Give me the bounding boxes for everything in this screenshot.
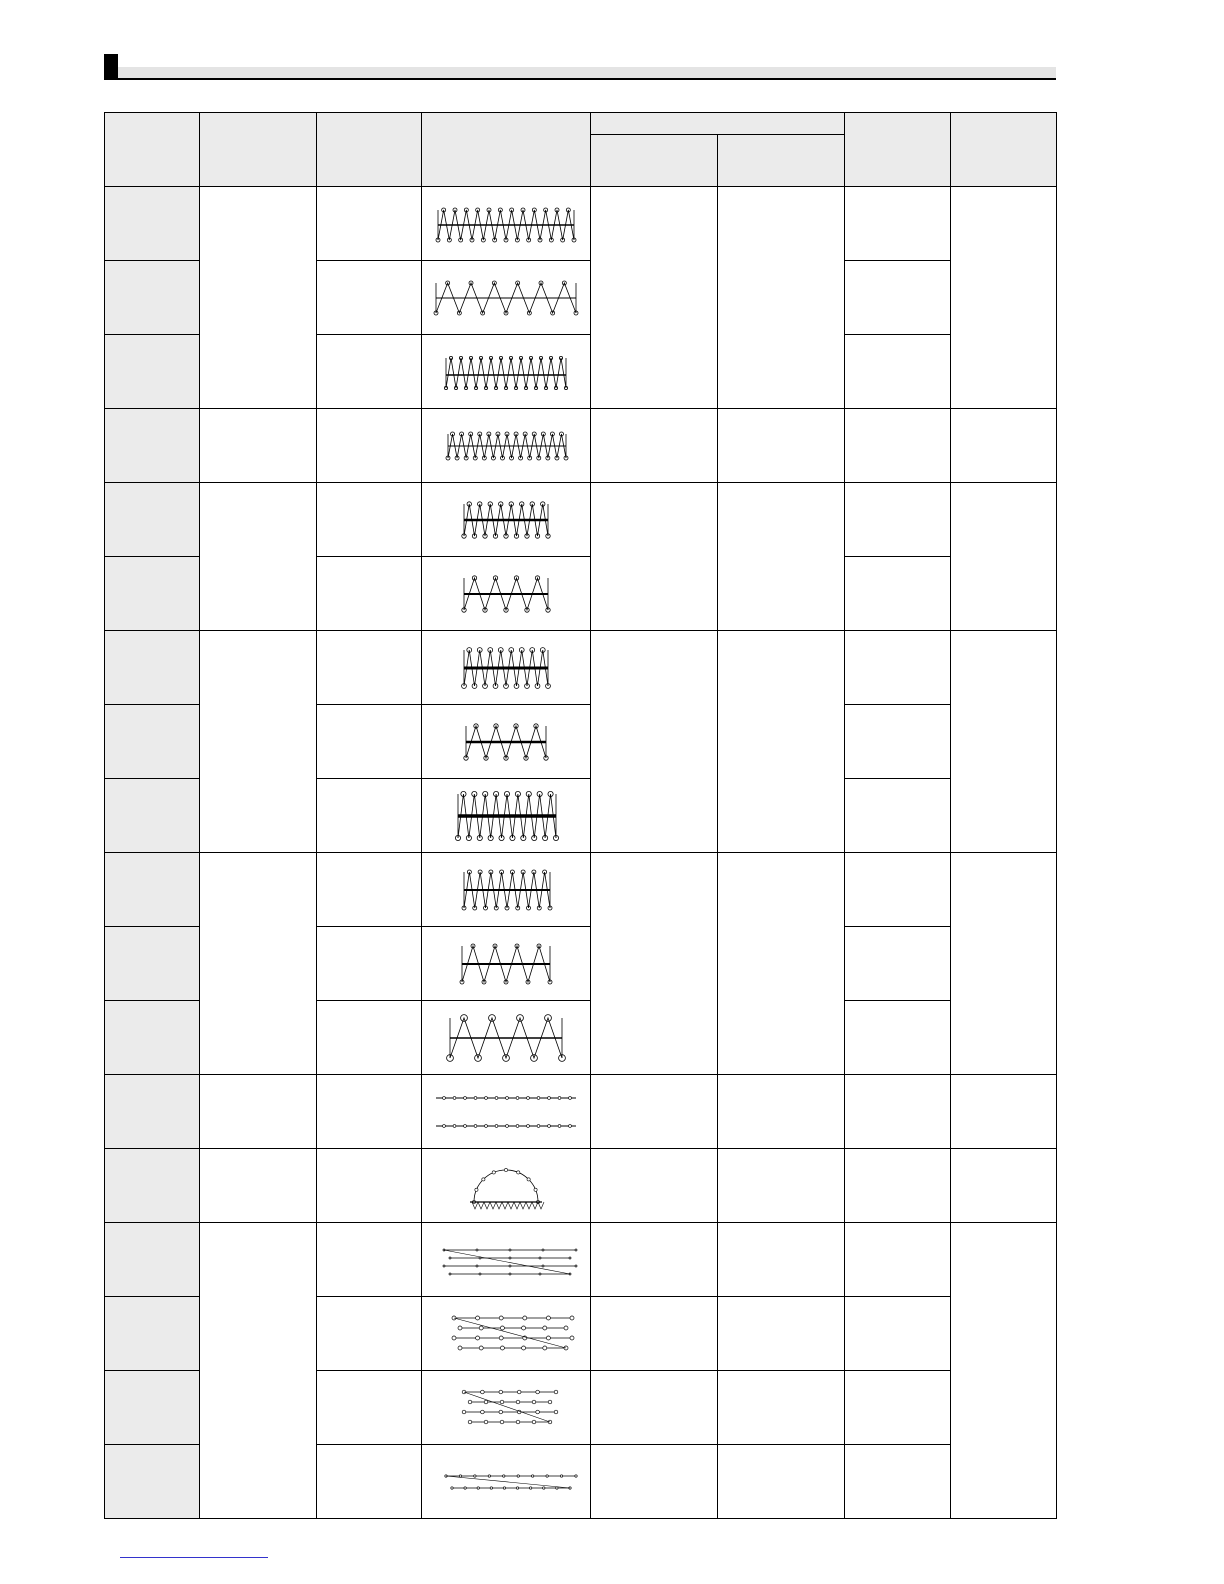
number-cell (105, 1149, 200, 1223)
row-point (548, 1124, 551, 1127)
name-cell (317, 1371, 422, 1445)
name-cell (317, 705, 422, 779)
row-point (539, 1273, 541, 1275)
tooth (514, 1202, 520, 1209)
spec-cell-a (591, 1371, 718, 1445)
name-cell (317, 1001, 422, 1075)
row-point (537, 1124, 540, 1127)
header-cell-6 (718, 135, 845, 187)
spec-cell-b (718, 631, 845, 853)
number-cell (105, 187, 200, 261)
row-point (532, 1400, 536, 1404)
value-cell (845, 1075, 951, 1149)
group-cell (200, 853, 317, 1075)
arc-point (482, 1177, 485, 1180)
value-cell (845, 631, 951, 705)
value-cell (845, 779, 951, 853)
row-point (575, 1265, 577, 1267)
row-point (503, 1474, 505, 1476)
spec-cell-b (718, 1149, 845, 1223)
row-point (529, 1486, 531, 1488)
value-cell (845, 1223, 951, 1297)
row-point (554, 1390, 558, 1394)
row-point (523, 1316, 527, 1320)
header-cell-4 (422, 113, 591, 187)
pattern-cell (422, 1297, 591, 1371)
name-cell (317, 1075, 422, 1149)
group-cell (200, 1223, 317, 1519)
spec-cell-a (591, 409, 718, 483)
diagonal-line (464, 1392, 550, 1422)
row-point (458, 1326, 462, 1330)
row-point (495, 1096, 498, 1099)
row-point (499, 1390, 503, 1394)
row-point (453, 1124, 456, 1127)
tooth (508, 1202, 514, 1209)
number-cell (105, 483, 200, 557)
pattern-cell (422, 483, 591, 557)
row-point (509, 1273, 511, 1275)
spec-cell-b (718, 1075, 845, 1149)
row-point (546, 1474, 548, 1476)
row-point (575, 1474, 577, 1476)
section-marker (104, 54, 118, 80)
stitch-path (446, 358, 566, 388)
row-point (558, 1124, 561, 1127)
pattern-cell (422, 631, 591, 705)
pattern-diagram (426, 934, 586, 994)
spec-cell-b (718, 853, 845, 1075)
row-point (468, 1420, 472, 1424)
row-point (548, 1400, 552, 1404)
pattern-cell (422, 187, 591, 261)
row-point (560, 1474, 562, 1476)
pattern-cell (422, 705, 591, 779)
row-point (443, 1265, 445, 1267)
row-point (452, 1336, 456, 1340)
arc-point (534, 1188, 537, 1191)
pattern-diagram (426, 342, 586, 402)
pattern-cell (422, 1075, 591, 1149)
row-point (477, 1486, 479, 1488)
row-point (516, 1486, 518, 1488)
row-point (516, 1400, 520, 1404)
header-cell-7 (845, 113, 951, 187)
row-point (484, 1420, 488, 1424)
header-cell-5 (591, 135, 718, 187)
row-point (499, 1316, 503, 1320)
spec-cell-b (718, 1371, 845, 1445)
pattern-diagram (426, 638, 586, 698)
row-point (500, 1326, 504, 1330)
arc-point (527, 1177, 530, 1180)
spec-cell-a (591, 631, 718, 853)
row-point (449, 1257, 451, 1259)
number-cell (105, 335, 200, 409)
value-cell (845, 1297, 951, 1371)
row-point (484, 1400, 488, 1404)
name-cell (317, 187, 422, 261)
note-cell (951, 631, 1057, 853)
spec-cell-b (718, 1223, 845, 1297)
name-cell (317, 853, 422, 927)
row-point (516, 1420, 520, 1424)
pattern-diagram (426, 1008, 586, 1068)
pattern-diagram (426, 1156, 586, 1216)
name-cell (317, 1297, 422, 1371)
row-point (554, 1410, 558, 1414)
number-cell (105, 779, 200, 853)
pattern-diagram (426, 1378, 586, 1438)
row-point (546, 1316, 550, 1320)
row-point (527, 1124, 530, 1127)
pattern-cell (422, 853, 591, 927)
value-cell (845, 705, 951, 779)
note-cell (951, 853, 1057, 1075)
note-cell (951, 1149, 1057, 1223)
arc-point (517, 1170, 520, 1173)
note-cell (951, 483, 1057, 631)
row-point (522, 1326, 526, 1330)
row-point (451, 1486, 453, 1488)
row-point (536, 1390, 540, 1394)
arc-point (492, 1170, 495, 1173)
pattern-table (104, 112, 1057, 1519)
pattern-cell (422, 261, 591, 335)
value-cell (845, 335, 951, 409)
section-header-bar (104, 54, 1056, 82)
name-cell (317, 927, 422, 1001)
group-cell (200, 187, 317, 409)
row-point (449, 1273, 451, 1275)
group-cell (200, 409, 317, 483)
number-cell (105, 1371, 200, 1445)
tooth (496, 1202, 502, 1209)
row-point (546, 1336, 550, 1340)
value-cell (845, 1149, 951, 1223)
header-cell-3 (317, 113, 422, 187)
pattern-cell (422, 1371, 591, 1445)
number-cell (105, 1075, 200, 1149)
diagonal-line (446, 1476, 570, 1488)
note-cell (951, 187, 1057, 409)
group-cell (200, 631, 317, 853)
arc (474, 1170, 538, 1202)
pattern-cell (422, 1223, 591, 1297)
pattern-cell (422, 557, 591, 631)
row-point (509, 1257, 511, 1259)
spec-cell-a (591, 853, 718, 1075)
diagonal-line (454, 1318, 566, 1348)
row-point (537, 1096, 540, 1099)
row-point (564, 1326, 568, 1330)
value-cell (845, 1371, 951, 1445)
pattern-cell (422, 1445, 591, 1519)
name-cell (317, 261, 422, 335)
row-point (476, 1336, 480, 1340)
row-point (569, 1096, 572, 1099)
header-rule (118, 78, 1056, 80)
row-point (542, 1249, 544, 1251)
row-point (481, 1390, 485, 1394)
group-cell (200, 1149, 317, 1223)
value-cell (845, 557, 951, 631)
value-cell (845, 261, 951, 335)
row-point (479, 1326, 483, 1330)
row-point (570, 1316, 574, 1320)
row-point (474, 1124, 477, 1127)
row-point (481, 1410, 485, 1414)
name-cell (317, 1149, 422, 1223)
row-point (443, 1124, 446, 1127)
spec-cell-a (591, 1075, 718, 1149)
number-cell (105, 853, 200, 927)
tooth (502, 1202, 508, 1209)
number-cell (105, 631, 200, 705)
group-cell (200, 483, 317, 631)
row-point (464, 1486, 466, 1488)
spec-cell-a (591, 483, 718, 631)
row-point (569, 1124, 572, 1127)
row-point (536, 1410, 540, 1414)
row-point (500, 1420, 504, 1424)
number-cell (105, 557, 200, 631)
row-point (495, 1124, 498, 1127)
row-point (543, 1326, 547, 1330)
pattern-diagram (426, 1082, 586, 1142)
spec-cell-b (718, 409, 845, 483)
value-cell (845, 409, 951, 483)
row-point (516, 1124, 519, 1127)
spec-cell-a (591, 1223, 718, 1297)
header-cell-group (591, 113, 845, 135)
row-point (476, 1265, 478, 1267)
row-point (506, 1124, 509, 1127)
diagonal-line (444, 1250, 570, 1274)
arc-point (475, 1188, 478, 1191)
note-cell (951, 1223, 1057, 1519)
pattern-cell (422, 1001, 591, 1075)
row-point (509, 1265, 511, 1267)
pattern-diagram (426, 564, 586, 624)
value-cell (845, 187, 951, 261)
number-cell (105, 1223, 200, 1297)
pattern-cell (422, 779, 591, 853)
pattern-diagram (426, 786, 586, 846)
spec-cell-a (591, 1297, 718, 1371)
tooth (520, 1202, 526, 1209)
row-point (539, 1257, 541, 1259)
tooth (526, 1202, 532, 1209)
tooth (484, 1202, 490, 1209)
pattern-cell (422, 409, 591, 483)
row-point (531, 1474, 533, 1476)
row-point (575, 1249, 577, 1251)
tooth (478, 1202, 484, 1209)
row-point (453, 1096, 456, 1099)
number-cell (105, 1445, 200, 1519)
row-point (500, 1346, 504, 1350)
name-cell (317, 409, 422, 483)
row-point (499, 1410, 503, 1414)
spec-cell-b (718, 187, 845, 409)
value-cell (845, 927, 951, 1001)
row-point (474, 1474, 476, 1476)
row-point (462, 1410, 466, 1414)
header-cell-8 (951, 113, 1057, 187)
number-cell (105, 409, 200, 483)
name-cell (317, 631, 422, 705)
row-point (543, 1486, 545, 1488)
name-cell (317, 1445, 422, 1519)
row-point (479, 1257, 481, 1259)
row-point (569, 1257, 571, 1259)
row-point (517, 1474, 519, 1476)
pattern-diagram (426, 490, 586, 550)
row-point (522, 1346, 526, 1350)
row-point (476, 1316, 480, 1320)
pattern-diagram (426, 1230, 586, 1290)
row-point (542, 1265, 544, 1267)
row-point (464, 1096, 467, 1099)
row-point (503, 1486, 505, 1488)
number-cell (105, 1001, 200, 1075)
value-cell (845, 853, 951, 927)
arc-point (504, 1168, 507, 1171)
pattern-diagram (426, 860, 586, 920)
spec-cell-b (718, 1445, 845, 1519)
value-cell (845, 1001, 951, 1075)
row-point (485, 1096, 488, 1099)
row-point (532, 1420, 536, 1424)
row-point (527, 1096, 530, 1099)
row-point (479, 1273, 481, 1275)
row-point (490, 1486, 492, 1488)
header-band (118, 67, 1056, 78)
row-point (468, 1400, 472, 1404)
row-point (570, 1336, 574, 1340)
footer-link-underline[interactable] (120, 1557, 268, 1558)
value-cell (845, 483, 951, 557)
group-cell (200, 1075, 317, 1149)
tooth (490, 1202, 496, 1209)
header-cell-1 (105, 113, 200, 187)
row-point (543, 1346, 547, 1350)
number-cell (105, 705, 200, 779)
pattern-diagram (426, 268, 586, 328)
row-point (500, 1400, 504, 1404)
pattern-cell (422, 927, 591, 1001)
number-cell (105, 261, 200, 335)
note-cell (951, 409, 1057, 483)
spec-cell-b (718, 483, 845, 631)
pattern-diagram (426, 1304, 586, 1364)
row-point (459, 1474, 461, 1476)
row-point (509, 1249, 511, 1251)
pattern-cell (422, 335, 591, 409)
name-cell (317, 335, 422, 409)
row-point (556, 1486, 558, 1488)
row-point (516, 1096, 519, 1099)
pattern-diagram (426, 416, 586, 476)
row-point (443, 1096, 446, 1099)
row-point (458, 1346, 462, 1350)
row-point (506, 1096, 509, 1099)
pattern-diagram (426, 194, 586, 254)
row-point (479, 1346, 483, 1350)
spec-cell-a (591, 1149, 718, 1223)
row-point (558, 1096, 561, 1099)
spec-cell-b (718, 1297, 845, 1371)
name-cell (317, 1223, 422, 1297)
header-cell-2 (200, 113, 317, 187)
name-cell (317, 779, 422, 853)
note-cell (951, 1075, 1057, 1149)
row-point (476, 1249, 478, 1251)
spec-cell-a (591, 1445, 718, 1519)
number-cell (105, 927, 200, 1001)
row-point (499, 1336, 503, 1340)
name-cell (317, 557, 422, 631)
spec-cell-a (591, 187, 718, 409)
value-cell (845, 1445, 951, 1519)
row-point (548, 1096, 551, 1099)
row-point (464, 1124, 467, 1127)
row-point (485, 1124, 488, 1127)
pattern-diagram (426, 1452, 586, 1512)
row-point (488, 1474, 490, 1476)
row-point (517, 1390, 521, 1394)
pattern-diagram (426, 712, 586, 772)
pattern-cell (422, 1149, 591, 1223)
row-point (474, 1096, 477, 1099)
number-cell (105, 1297, 200, 1371)
name-cell (317, 483, 422, 557)
